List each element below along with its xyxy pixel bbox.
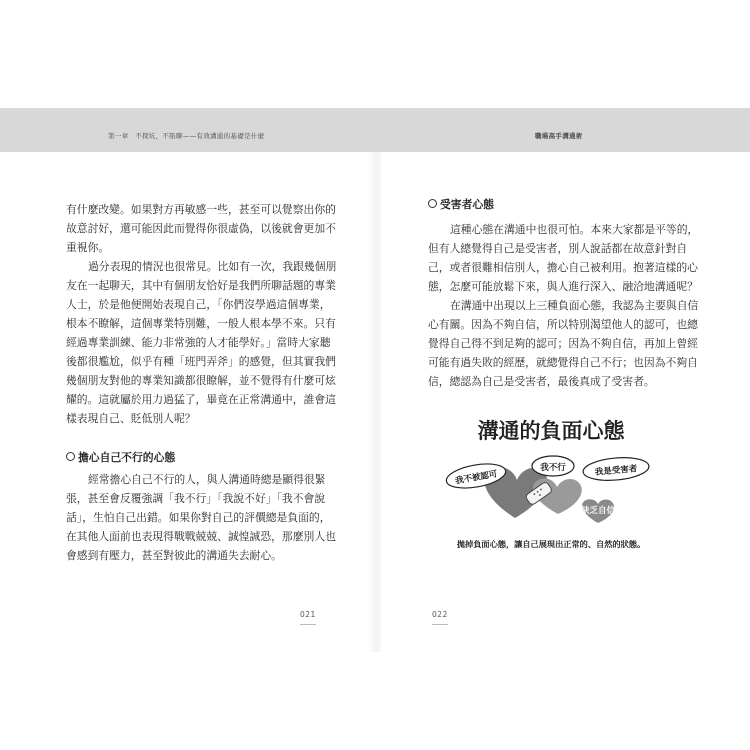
text-line: 話」，生怕自己出錯。如果你對自己的評價總是負面的， <box>66 511 331 524</box>
text-line: 經常擔心自己不行的人，與人溝通時總是顯得很緊 <box>88 473 326 486</box>
illustration-title: 溝通的負面心態 <box>477 419 625 443</box>
section-heading-victim: 受害者心態 <box>428 197 494 212</box>
text-line: 幾個朋友對他的專業知識都很瞭解，並不覺得有什麼可炫 <box>66 374 336 387</box>
text-line: 態，怎麼可能放鬆下來，與人進行深入、融洽地溝通呢？ <box>428 280 698 293</box>
text-line: 可能有過失敗的經歷，就總覺得自己不行；也因為不夠自 <box>428 356 698 369</box>
text-line: 人士，於是他便開始表現自己，「你們沒學過這個專業， <box>66 298 331 311</box>
text-line: 己，或者很難相信別人，擔心自己被利用。抱著這樣的心 <box>428 261 698 274</box>
svg-text:我是受害者: 我是受害者 <box>594 464 638 478</box>
text-line: 會感到有壓力，甚至對彼此的溝通失去耐心。 <box>66 549 282 562</box>
text-line: 樣表現自己、貶低別人呢？ <box>66 412 196 425</box>
text-line: 覺得自己得不到足夠的認可；因為不夠自信，再加上曾經 <box>428 337 698 350</box>
text-line: 故意討好，還可能因此而覺得你很虛偽，以後就會更加不 <box>66 222 336 235</box>
text-line: 信，總認為自己是受害者，最後真成了受害者。 <box>428 375 655 388</box>
heart-label: 缺乏自信 <box>580 506 616 516</box>
left-page-body <box>66 200 337 428</box>
text-line: 但有人總覺得自己是受害者，別人說話都在故意針對自 <box>428 242 688 255</box>
text-line: 耀的。這就屬於用力過猛了，畢竟在正常溝通中，誰會這 <box>66 393 336 406</box>
illustration-svg <box>440 408 662 558</box>
text-line: 根本不瞭解，這個專業特別難，一般人根本學不來。只有 <box>66 317 336 330</box>
svg-text:我不被認可: 我不被認可 <box>454 469 499 487</box>
running-header-band <box>0 108 750 152</box>
right-page-body <box>428 220 699 391</box>
negative-mindset-illustration <box>440 408 662 558</box>
chapter-running-header: 第一章 不探坑，不陷聊——有效溝通的基礎是什麼 <box>108 132 265 140</box>
text-line: 這種心態在溝通中也很可怕。本來大家都是平等的， <box>450 223 699 236</box>
page-number-left: 021 <box>300 610 316 625</box>
illustration-caption: 拋掉負面心態，讓自己展現出正常的、自然的狀態。 <box>456 539 646 549</box>
speech-bubble-victim <box>582 455 650 483</box>
book-gutter <box>368 152 382 652</box>
text-line: 重視你。 <box>66 241 110 254</box>
text-line: 過分表現的情況也很常見。比如有一次，我跟幾個朋 <box>88 260 337 273</box>
text-line: 張，甚至會反覆強調「我不行」「我說不好」「我不會說 <box>66 492 326 505</box>
text-line: 心有關。因為不夠自信，所以特別渴望他人的認可，也總 <box>428 318 698 331</box>
speech-bubble-cant-do <box>532 456 574 476</box>
left-page-section-body <box>66 470 336 565</box>
bullet-circle-icon <box>66 452 75 461</box>
section-heading-worry: 擔心自己不行的心態 <box>66 450 175 465</box>
text-line: 有什麼改變。如果對方再敏感一些，甚至可以覺察出你的 <box>66 203 336 216</box>
bullet-circle-icon <box>428 199 437 208</box>
book-title-running-header: 職場高手溝通術 <box>535 132 583 140</box>
text-line: 在其他人面前也表現得戰戰兢兢、誠惶誠恐，那麼別人也 <box>66 530 336 543</box>
text-line: 在溝通中出現以上三種負面心態，我認為主要與自信 <box>450 299 699 312</box>
text-line: 後都很尷尬，似乎有種「班門弄斧」的感覺，但其實我們 <box>66 355 336 368</box>
svg-text:我不行: 我不行 <box>540 463 566 473</box>
text-line: 經過專業訓練、能力非常強的人才能學好。」當時大家聽 <box>66 336 331 349</box>
text-line: 友在一起聊天，其中有個朋友恰好是我們所聊話題的專業 <box>66 279 336 292</box>
page-number-right: 022 <box>432 610 448 625</box>
